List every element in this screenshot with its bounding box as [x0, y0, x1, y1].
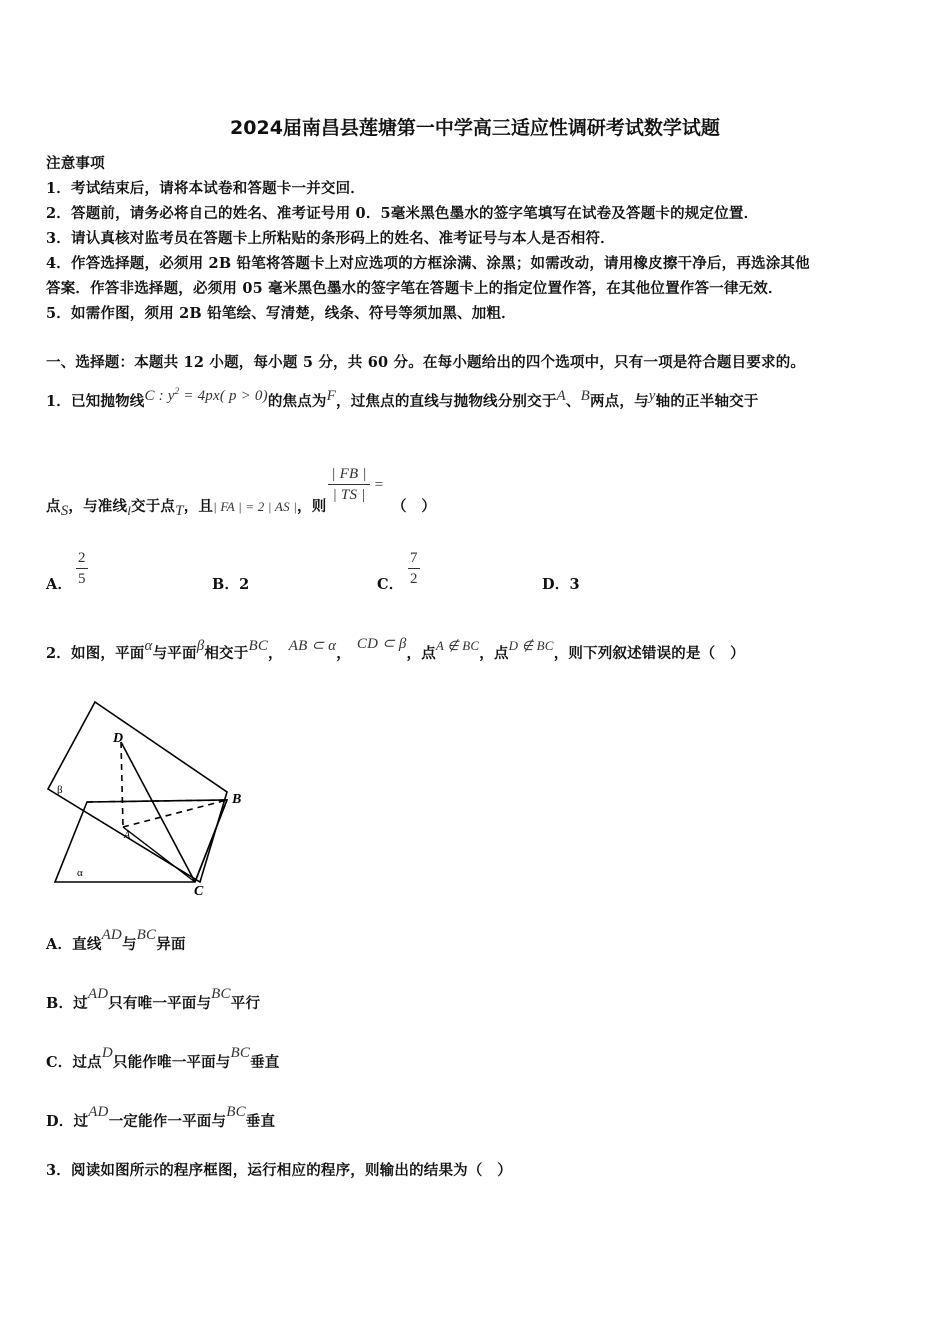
q1-option-a-numerator: 2: [76, 548, 88, 569]
q1-parabola-eq: C : $y^2 = 4px$( p > 0): [144, 386, 268, 404]
q2-condition-a: A ∉ BC: [435, 638, 480, 653]
q2-option-b-ad: AD: [87, 986, 109, 1002]
label-alpha: α: [77, 867, 83, 879]
q1-text: ，则: [297, 497, 327, 515]
segment-ab: [123, 800, 227, 827]
notice-item: 5．如需作图，须用 2B 铅笔绘、写清楚，线条、符号等须加黑、加粗．: [46, 305, 516, 322]
question-3: 3．阅读如图所示的程序框图，运行相应的程序，则输出的结果为（ ）: [46, 1162, 512, 1179]
segment-ac: [123, 827, 195, 882]
q2-text: ，则下列叙述错误的是（ ）: [553, 645, 745, 662]
label-b: B: [232, 792, 242, 807]
q1-sep: 、: [565, 393, 581, 410]
q2-text: ，点: [479, 645, 509, 662]
q2-text: 相交于: [204, 645, 249, 662]
q1-option-a-denominator: 5: [78, 571, 86, 587]
q1-var-B: B: [580, 388, 590, 404]
q1-ratio-fraction: [328, 464, 369, 505]
q1-text: 交于点: [131, 497, 176, 515]
q1-text: 的焦点为: [267, 393, 327, 410]
q2-condition-d: D ∉ BC: [508, 638, 554, 653]
q1-option-c-fraction: [408, 548, 420, 589]
q1-text: ，过焦点的直线与抛物线分别交于: [336, 393, 557, 410]
question-1-line-1: [46, 384, 759, 415]
q2-option-d-ad: AD: [88, 1104, 109, 1120]
label-d: D: [113, 731, 124, 746]
question-2: [46, 636, 745, 664]
q2-option-d: D．过AD一定能作一平面与BC垂直: [46, 1104, 276, 1130]
q1-option-c-numerator: 7: [408, 548, 420, 569]
q1-text: 两点，与: [589, 393, 649, 410]
q2-text: 与平面: [152, 645, 197, 662]
q2-alpha: α: [144, 638, 153, 654]
q2-option-c: C．过点D只能作唯一平面与BC垂直: [46, 1045, 280, 1071]
section-heading: 一、选择题：本题共 12 小题，每小题 5 分，共 60 分。在每小题给出的四个选项中，只有一项是符合题目要求的。: [46, 354, 806, 371]
q1-condition: | FA | = 2 | AS |: [213, 498, 297, 514]
q1-option-a: A．: [46, 576, 73, 593]
question-1-line-2: [46, 464, 437, 519]
q1-text: ，且: [183, 497, 214, 515]
q1-var-A: A: [556, 388, 566, 404]
notice-heading: 注意事项: [46, 155, 105, 172]
notice-item: 2．答题前，请务必将自己的姓名、准考证号用 0．5毫米黑色墨水的签字笔填写在试卷及答题卡的规定位置．: [46, 205, 759, 222]
q1-text: 轴的正半轴交于: [655, 393, 759, 410]
q1-text: 1．已知抛物线: [46, 393, 145, 410]
q2-condition-cd: CD ⊂ β: [356, 636, 407, 652]
segment-da: [121, 742, 123, 827]
notice-item: 4．作答选择题，必须用 2B 铅笔将答题卡上对应选项的方框涂满、涂黑；如需改动，请用橡皮擦干净后，再选涂其他: [46, 255, 810, 272]
segment-bc: [195, 800, 227, 882]
q1-option-b: B．2: [212, 576, 250, 593]
q2-comma: ，: [336, 645, 351, 662]
q2-condition-ab: AB ⊂ α: [288, 638, 337, 654]
q1-option-c-denominator: 2: [410, 571, 418, 587]
notice-item: 答案．作答非选择题，必须用 05 毫米黑色墨水的签字笔在答题卡上的指定位置作答，在其他位置作答一律无效．: [46, 280, 783, 297]
label-a: A: [124, 830, 131, 841]
q1-var-T: T: [175, 502, 184, 519]
q1-option-d: D．3: [542, 576, 580, 593]
page-title: 2024届南昌县莲塘第一中学高三适应性调研考试数学试题: [230, 117, 720, 139]
q2-beta: β: [196, 638, 205, 654]
q1-answer-paren: （ ）: [392, 497, 437, 515]
q2-option-b: B．过AD只有唯一平面与BC平行: [46, 986, 261, 1012]
q2-line-bc: BC: [248, 638, 269, 654]
q1-ratio-numerator: | FB |: [328, 464, 369, 485]
q1-equals: =: [373, 476, 385, 493]
notice-item: 3．请认真核对监考员在答题卡上所粘贴的条形码上的姓名、准考证号与本人是否相符．: [46, 230, 615, 247]
notice-item: 1．考试结束后，请将本试卷和答题卡一并交回．: [46, 180, 365, 197]
plane-beta: [48, 702, 227, 882]
q2-geometry-figure: [40, 694, 260, 898]
q2-option-d-bc: BC: [226, 1104, 246, 1120]
q2-text: 2．如图，平面: [46, 645, 145, 662]
q2-option-b-bc: BC: [211, 986, 231, 1002]
q2-option-a-bc: BC: [136, 927, 157, 943]
q2-option-c-d: D: [101, 1045, 113, 1061]
q1-var-y: y: [648, 388, 656, 404]
label-c: C: [194, 884, 204, 898]
q2-option-a-ad: AD: [101, 927, 122, 943]
q1-ratio-denominator: | TS |: [332, 487, 366, 503]
q2-text: ，点: [406, 645, 436, 662]
label-beta: β: [57, 784, 63, 796]
q2-option-a: A．直线AD与BC异面: [46, 927, 186, 953]
q1-text: ，与准线: [68, 497, 128, 515]
q1-var-S: S: [60, 502, 69, 519]
q1-var-F: F: [326, 388, 337, 404]
q1-var-l: l: [127, 502, 132, 518]
q2-option-c-bc: BC: [230, 1045, 251, 1061]
q2-comma: ，: [268, 645, 283, 662]
q1-option-c: C．: [377, 576, 404, 593]
q1-option-a-fraction: [76, 548, 88, 589]
q1-text: 点: [46, 497, 61, 515]
